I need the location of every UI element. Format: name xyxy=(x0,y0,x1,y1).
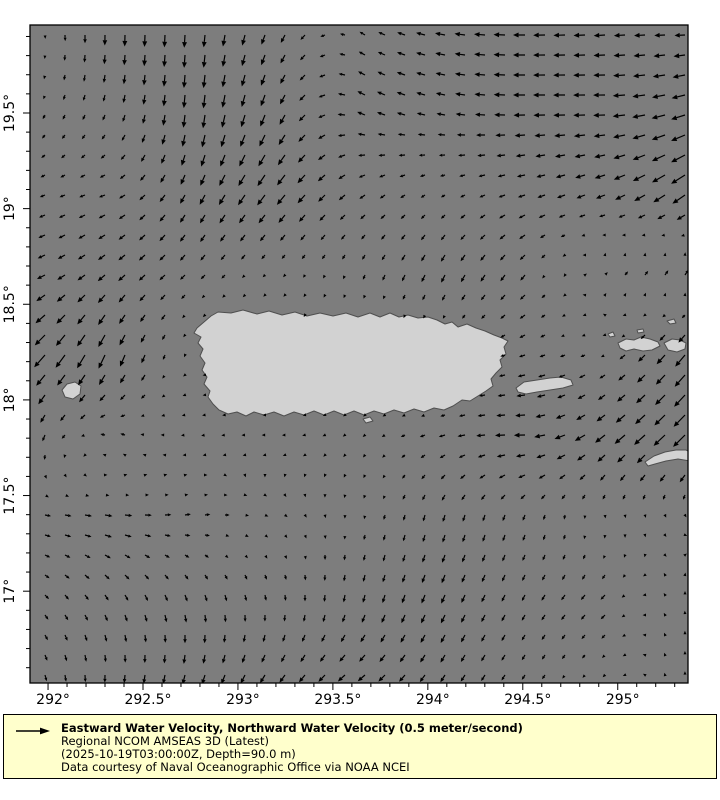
velocity-arrow xyxy=(423,435,425,436)
velocity-arrow xyxy=(145,535,148,536)
velocity-arrow xyxy=(44,115,45,116)
velocity-arrow xyxy=(403,175,405,176)
velocity-arrow xyxy=(164,75,165,81)
velocity-arrow xyxy=(44,135,45,136)
velocity-arrow xyxy=(164,95,165,101)
velocity-arrow xyxy=(384,535,385,537)
velocity-arrow xyxy=(184,75,185,82)
velocity-arrow xyxy=(244,635,245,639)
velocity-arrow xyxy=(441,114,445,115)
velocity-arrow xyxy=(124,75,125,80)
velocity-arrow xyxy=(44,155,45,156)
velocity-arrow xyxy=(544,255,545,256)
velocity-arrow xyxy=(423,175,425,176)
velocity-arrow xyxy=(444,195,445,196)
velocity-arrow xyxy=(204,655,205,659)
velocity-arrow xyxy=(361,134,365,135)
legend-credit: Data courtesy of Naval Oceanographic Office via NOAA NCEI xyxy=(61,759,410,774)
velocity-arrow xyxy=(323,55,325,56)
velocity-arrow xyxy=(323,35,325,36)
velocity-arrow xyxy=(225,595,226,598)
velocity-arrow xyxy=(560,135,565,136)
velocity-arrow xyxy=(563,355,565,356)
velocity-arrow xyxy=(404,495,405,497)
velocity-arrow xyxy=(460,54,465,55)
velocity-arrow xyxy=(564,555,565,557)
velocity-arrow xyxy=(204,35,205,42)
legend-model: Regional NCOM AMSEAS 3D (Latest) xyxy=(61,733,270,748)
legend-title: Eastward Water Velocity, Northward Water Velocity (0.5 meter/second) xyxy=(61,721,523,735)
velocity-arrow xyxy=(64,135,65,136)
velocity-arrow xyxy=(343,54,345,55)
velocity-arrow xyxy=(124,95,125,99)
velocity-arrow xyxy=(520,455,525,456)
velocity-arrow xyxy=(85,515,88,516)
velocity-arrow xyxy=(564,655,565,656)
velocity-arrow xyxy=(460,74,465,75)
velocity-arrow xyxy=(84,115,85,117)
velocity-arrow xyxy=(364,555,365,558)
velocity-arrow xyxy=(543,355,545,356)
velocity-arrow xyxy=(462,415,465,416)
velocity-arrow xyxy=(521,375,525,376)
velocity-arrow xyxy=(502,375,505,376)
y-tick-label: 17.5° xyxy=(2,476,18,515)
velocity-arrow xyxy=(265,575,266,577)
velocity-arrow xyxy=(618,115,625,116)
velocity-arrow xyxy=(461,435,465,436)
velocity-arrow xyxy=(544,515,545,517)
velocity-arrow xyxy=(144,95,145,100)
velocity-arrow xyxy=(404,455,405,456)
velocity-arrow xyxy=(404,475,405,476)
velocity-arrow xyxy=(104,95,105,98)
velocity-arrow xyxy=(185,555,186,556)
velocity-arrow xyxy=(184,655,185,659)
velocity-arrow xyxy=(65,515,68,516)
velocity-arrow xyxy=(184,95,185,102)
velocity-arrow xyxy=(540,155,545,156)
velocity-arrow xyxy=(644,495,645,497)
velocity-arrow xyxy=(63,175,65,176)
landmass-puerto-rico xyxy=(194,310,508,416)
velocity-arrow xyxy=(604,495,605,496)
y-tick-label: 17° xyxy=(2,578,18,604)
velocity-arrow xyxy=(164,355,165,357)
y-tick-label: 18° xyxy=(2,387,18,413)
velocity-arrow xyxy=(684,495,685,497)
velocity-arrow xyxy=(599,135,605,136)
velocity-arrow xyxy=(123,415,125,416)
velocity-arrow xyxy=(43,175,45,176)
x-tick-label: 292.5° xyxy=(124,692,172,708)
reference-arrow-icon xyxy=(14,725,52,737)
velocity-arrow xyxy=(64,435,65,436)
velocity-arrow xyxy=(442,435,445,436)
velocity-arrow xyxy=(482,175,485,176)
velocity-arrow xyxy=(521,175,525,176)
velocity-arrow xyxy=(424,195,425,196)
legend-time-depth: (2025-10-19T03:00:00Z, Depth=90.0 m) xyxy=(61,746,296,761)
velocity-arrow xyxy=(460,94,465,95)
velocity-arrow xyxy=(659,55,665,56)
velocity-arrow xyxy=(463,195,465,196)
velocity-arrow xyxy=(245,595,246,598)
velocity-arrow xyxy=(544,535,545,537)
legend-box xyxy=(3,714,717,779)
velocity-arrow xyxy=(381,134,385,135)
velocity-arrow xyxy=(45,675,46,678)
velocity-arrow xyxy=(165,615,166,619)
y-tick-label: 19.5° xyxy=(2,93,18,133)
velocity-arrow xyxy=(501,395,505,396)
velocity-arrow xyxy=(185,615,186,619)
velocity-arrow xyxy=(205,555,206,556)
velocity-arrow xyxy=(84,75,85,78)
velocity-arrow xyxy=(404,535,405,538)
velocity-arrow xyxy=(544,315,545,316)
velocity-arrow xyxy=(464,315,465,316)
x-tick-label: 293° xyxy=(226,692,260,708)
velocity-arrow xyxy=(64,155,65,156)
velocity-arrow xyxy=(684,315,685,316)
legend-text xyxy=(61,722,523,774)
x-tick-label: 295° xyxy=(605,692,640,708)
velocity-arrow xyxy=(144,675,145,679)
velocity-arrow xyxy=(225,575,226,577)
y-tick-label: 19° xyxy=(2,196,18,222)
velocity-arrow xyxy=(304,615,305,618)
velocity-arrow xyxy=(104,75,105,79)
x-tick-label: 293.5° xyxy=(314,692,362,708)
x-tick-label: 294.5° xyxy=(504,692,552,708)
velocity-arrow xyxy=(64,115,65,117)
velocity-arrow xyxy=(579,135,585,136)
x-tick-label: 292° xyxy=(36,692,70,708)
velocity-arrow xyxy=(105,635,106,638)
velocity-arrow xyxy=(679,55,685,56)
velocity-arrow xyxy=(543,335,545,336)
velocity-arrow xyxy=(264,635,265,639)
velocity-arrow xyxy=(125,635,126,639)
velocity-arrow xyxy=(404,515,405,517)
velocity-arrow xyxy=(544,295,545,296)
velocity-arrow xyxy=(584,355,585,356)
velocity-arrow xyxy=(602,215,605,216)
velocity-arrow xyxy=(624,495,625,497)
velocity-arrow xyxy=(43,195,45,196)
velocity-arrow xyxy=(625,274,626,275)
velocity-arrow xyxy=(105,515,109,516)
velocity-arrow xyxy=(245,575,246,577)
velocity-arrow xyxy=(45,535,48,536)
velocity-arrow xyxy=(364,275,365,277)
velocity-arrow xyxy=(463,175,465,176)
velocity-arrow xyxy=(184,55,185,62)
velocity-arrow xyxy=(460,114,465,115)
velocity-arrow xyxy=(521,395,525,396)
velocity-arrow xyxy=(520,155,525,156)
velocity-arrow xyxy=(204,55,205,62)
velocity-arrow xyxy=(460,34,465,35)
velocity-arrow xyxy=(342,74,345,75)
velocity-arrow xyxy=(65,655,66,658)
landmass-cay-2 xyxy=(637,329,644,333)
velocity-arrow xyxy=(544,675,545,676)
velocity-arrow xyxy=(344,595,345,599)
velocity-arrow xyxy=(341,94,345,95)
velocity-arrow xyxy=(664,495,665,497)
velocity-arrow xyxy=(144,75,145,80)
velocity-arrow xyxy=(404,295,405,297)
velocity-arrow xyxy=(564,235,565,236)
velocity-arrow xyxy=(344,575,345,578)
velocity-arrow xyxy=(584,555,585,556)
y-tick-label: 18.5° xyxy=(2,285,18,324)
velocity-arrow xyxy=(584,655,585,656)
velocity-arrow xyxy=(639,75,645,76)
velocity-arrow xyxy=(84,95,85,98)
x-tick-label: 294° xyxy=(415,692,450,708)
velocity-arrow xyxy=(501,175,505,176)
velocity-arrow xyxy=(65,675,66,678)
velocity-arrow xyxy=(63,195,65,196)
velocity-arrow xyxy=(64,95,65,97)
velocity-arrow xyxy=(404,435,405,436)
velocity-arrow xyxy=(364,575,365,578)
velocity-arrow xyxy=(65,535,68,536)
velocity-arrow xyxy=(85,655,86,658)
